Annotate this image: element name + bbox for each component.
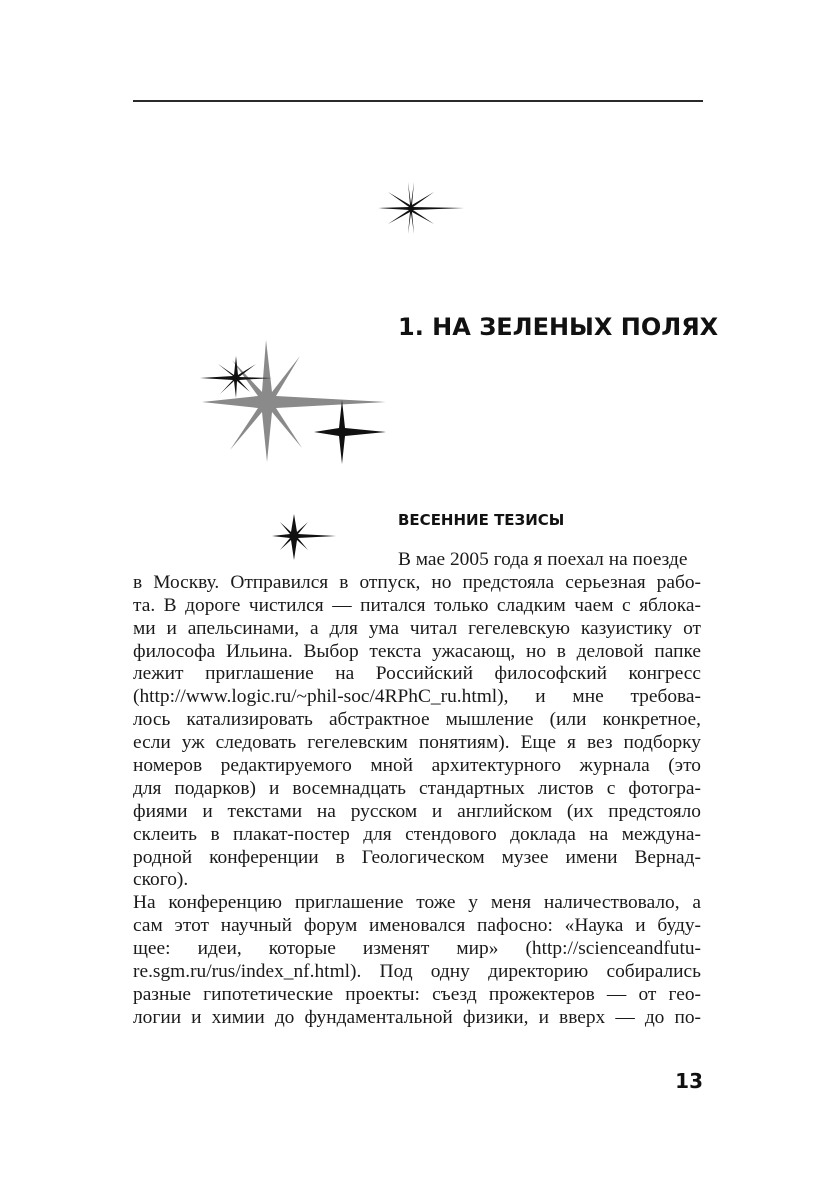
body-line: В мае 2005 года я поехал на поезде [398, 549, 688, 570]
body-line: фиями и текстами на русском и английском (их предстояло [133, 800, 701, 822]
body-line: (http://www.logic.ru/~phil-soc/4RPhC_ru.html), и мне требова- [133, 686, 701, 708]
body-line: склеить в плакат-постер для стендового доклада на междуна- [133, 823, 701, 845]
body-line: лежит приглашение на Российский философский конгресс [133, 663, 701, 685]
header-rule [133, 100, 703, 102]
body-line: логии и химии до фундаментальной физики, и вверх — до по- [133, 1006, 701, 1028]
body-line: номеров редактируемого мной архитектурного журнала (это [133, 755, 701, 777]
body-line: re.sgm.ru/rus/index_nf.html). Под одну директорию собирались [133, 961, 701, 983]
body-line: та. В дороге чистился — питался только сладким чаем с яблока- [133, 594, 701, 616]
star-icon [314, 400, 386, 464]
body-line: в Москву. Отправился в отпуск, но предстояла серьезная рабо- [133, 571, 701, 593]
star-icon [202, 340, 386, 462]
body-text [133, 549, 701, 1030]
star-icon [378, 182, 464, 234]
body-line: разные гипотетические проекты: съезд прожектеров — от гео- [133, 983, 701, 1005]
section-title: ВЕСЕННИЕ ТЕЗИСЫ [398, 511, 565, 529]
chapter-title: 1. НА ЗЕЛЕНЫХ ПОЛЯХ [398, 313, 719, 341]
decorative-stars [190, 170, 490, 570]
body-line: ского). [133, 869, 189, 891]
body-line: лось катализировать абстрактное мышление (или конкретное, [133, 709, 701, 731]
body-line: На конференцию приглашение тоже у меня наличествовало, а [133, 892, 701, 914]
body-line: для подарков) и восемнадцать стандартных листов с фотогра- [133, 777, 701, 799]
body-line: родной конференции в Геологическом музее имени Вернад- [133, 846, 701, 868]
body-line: щее: идеи, которые изменят мир» (http://scienceandfutu- [133, 938, 701, 960]
body-line: философа Ильина. Выбор текста ужасающ, но в деловой папке [133, 640, 701, 662]
body-line: сам этот научный форум именовался пафосно: «Наука и буду- [133, 915, 701, 937]
page-number: 13 [675, 1069, 703, 1093]
body-line: если уж следовать гегелевским понятиям). Еще я вез подборку [133, 732, 701, 754]
body-line: ми и апельсинами, а для ума читал гегелевскую казуистику от [133, 617, 701, 639]
